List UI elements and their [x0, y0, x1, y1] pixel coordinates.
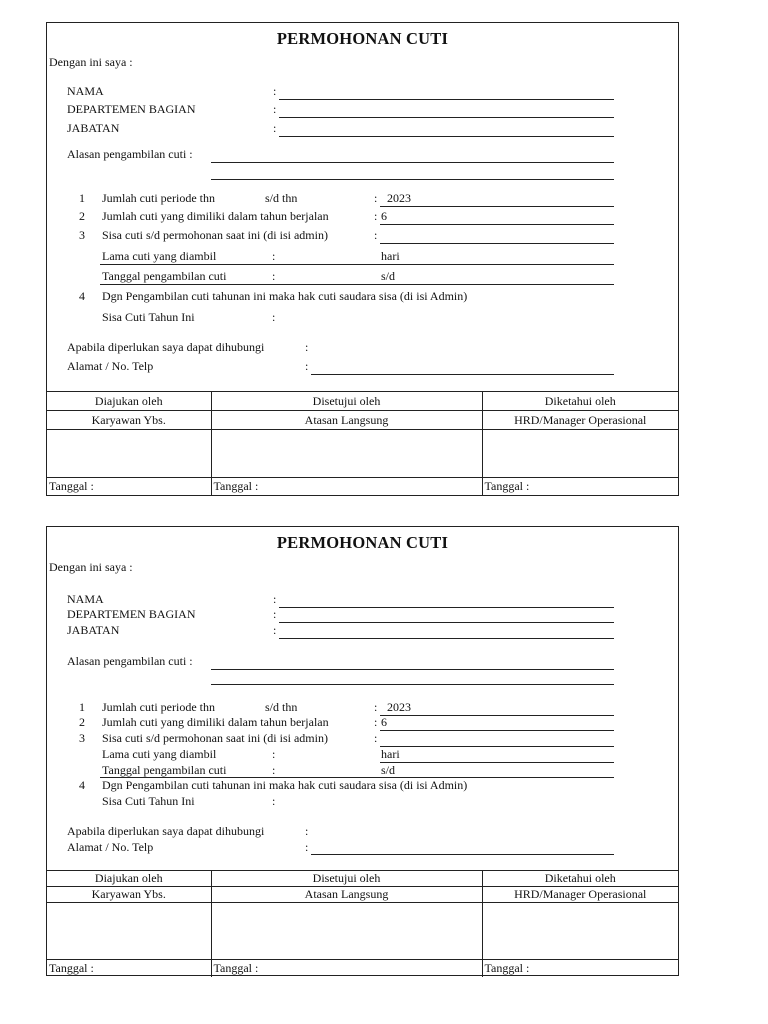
item-number: 1	[79, 700, 85, 714]
leave-date-label: Tanggal pengambilan cuti	[102, 763, 227, 777]
colon: :	[273, 592, 277, 606]
jabatan-field[interactable]	[279, 136, 614, 137]
colon: :	[273, 623, 277, 637]
nama-label: NAMA	[67, 592, 104, 606]
departemen-label: DEPARTEMEN BAGIAN	[67, 607, 196, 621]
departemen-field[interactable]	[279, 622, 614, 623]
date-hrd[interactable]: Tanggal :	[482, 478, 678, 496]
date-employee[interactable]: Tanggal :	[47, 960, 211, 977]
contact-label: Apabila diperlukan saya dapat dihubungi	[67, 824, 265, 838]
colon: :	[374, 731, 378, 745]
header-submitted-by: Diajukan oleh	[47, 392, 211, 411]
remaining-label: Sisa cuti s/d permohonan saat ini (di isi admin)	[102, 228, 328, 242]
period-label: Jumlah cuti periode thn	[102, 191, 215, 205]
item-number: 2	[79, 209, 85, 223]
colon: :	[273, 607, 277, 621]
remaining-label: Sisa cuti s/d permohonan saat ini (di isi admin)	[102, 731, 328, 745]
leave-date-label: Tanggal pengambilan cuti	[102, 269, 227, 283]
contact-label: Apabila diperlukan saya dapat dihubungi	[67, 340, 265, 354]
address-field[interactable]	[311, 374, 614, 375]
jabatan-label: JABATAN	[67, 121, 120, 135]
period-year-value: 2023	[387, 700, 411, 714]
colon: :	[273, 121, 277, 135]
header-acknowledged-by: Diketahui oleh	[482, 392, 678, 411]
colon: :	[272, 269, 276, 283]
header-approved-by: Disetujui oleh	[211, 871, 482, 887]
colon: :	[374, 191, 378, 205]
role-hrd-manager: HRD/Manager Operasional	[482, 887, 678, 903]
colon: :	[272, 249, 276, 263]
entitlement-label: Jumlah cuti yang dimiliki dalam tahun berjalan	[102, 209, 329, 223]
date-supervisor[interactable]: Tanggal :	[211, 960, 482, 977]
remaining-after-label: Dgn Pengambilan cuti tahunan ini maka hak cuti saudara sisa (di isi Admin)	[102, 778, 468, 792]
item-number: 1	[79, 191, 85, 205]
address-field[interactable]	[311, 854, 614, 855]
role-supervisor: Atasan Langsung	[211, 887, 482, 903]
colon: :	[272, 747, 276, 761]
date-supervisor[interactable]: Tanggal :	[211, 478, 482, 496]
colon: :	[305, 340, 309, 354]
signature-table	[47, 870, 678, 976]
sd-label: s/d	[381, 763, 396, 777]
signature-box-employee[interactable]	[47, 430, 211, 478]
jabatan-label: JABATAN	[67, 623, 120, 637]
leave-duration-label: Lama cuti yang diambil	[102, 747, 217, 761]
role-employee: Karyawan Ybs.	[47, 411, 211, 430]
header-submitted-by: Diajukan oleh	[47, 871, 211, 887]
address-label: Alamat / No. Telp	[67, 840, 154, 854]
signature-box-hrd[interactable]	[482, 430, 678, 478]
nama-field[interactable]	[279, 607, 614, 608]
sd-thn-label: s/d thn	[265, 191, 298, 205]
role-employee: Karyawan Ybs.	[47, 887, 211, 903]
form-title: PERMOHONAN CUTI	[276, 29, 449, 48]
nama-field[interactable]	[279, 99, 614, 100]
departemen-field[interactable]	[279, 117, 614, 118]
form-title: PERMOHONAN CUTI	[276, 533, 449, 552]
item-number: 3	[79, 228, 85, 242]
item-number: 3	[79, 731, 85, 745]
leave-duration-field[interactable]	[380, 762, 614, 763]
colon: :	[272, 794, 276, 808]
colon: :	[272, 310, 276, 324]
departemen-label: DEPARTEMEN BAGIAN	[67, 102, 196, 116]
reason-label: Alasan pengambilan cuti :	[67, 147, 193, 161]
leave-duration-field[interactable]	[100, 264, 614, 265]
colon: :	[374, 228, 378, 242]
colon: :	[273, 102, 277, 116]
signature-box-supervisor[interactable]	[211, 430, 482, 478]
sd-label: s/d	[381, 269, 396, 283]
remaining-after-label: Dgn Pengambilan cuti tahunan ini maka hak cuti saudara sisa (di isi Admin)	[102, 289, 468, 303]
leave-duration-label: Lama cuti yang diambil	[102, 249, 217, 263]
entitlement-value: 6	[381, 209, 387, 223]
item-number: 4	[79, 289, 85, 303]
period-year-value: 2023	[387, 191, 411, 205]
sd-thn-label: s/d thn	[265, 700, 298, 714]
entitlement-field[interactable]	[380, 730, 614, 731]
entitlement-label: Jumlah cuti yang dimiliki dalam tahun berjalan	[102, 715, 329, 729]
item-number: 2	[79, 715, 85, 729]
date-hrd[interactable]: Tanggal :	[482, 960, 678, 977]
colon: :	[272, 763, 276, 777]
reason-field-line-2[interactable]	[211, 684, 614, 685]
role-hrd-manager: HRD/Manager Operasional	[482, 411, 678, 430]
period-label: Jumlah cuti periode thn	[102, 700, 215, 714]
remaining-this-year-label: Sisa Cuti Tahun Ini	[102, 794, 195, 808]
leave-request-form-1	[46, 22, 679, 496]
date-employee[interactable]: Tanggal :	[47, 478, 211, 496]
colon: :	[305, 359, 309, 373]
intro-text: Dengan ini saya :	[49, 560, 133, 574]
colon: :	[273, 84, 277, 98]
period-field[interactable]	[380, 206, 614, 207]
signature-box-employee[interactable]	[47, 903, 211, 960]
role-supervisor: Atasan Langsung	[211, 411, 482, 430]
colon: :	[374, 700, 378, 714]
remaining-this-year-label: Sisa Cuti Tahun Ini	[102, 310, 195, 324]
days-unit: hari	[381, 249, 400, 263]
header-approved-by: Disetujui oleh	[211, 392, 482, 411]
reason-field-line-1[interactable]	[211, 162, 614, 163]
period-field[interactable]	[380, 715, 614, 716]
item-number: 4	[79, 778, 85, 792]
leave-request-form-2	[46, 526, 679, 976]
leave-date-field[interactable]	[100, 284, 614, 285]
reason-field-line-2[interactable]	[211, 179, 614, 180]
reason-field-line-1[interactable]	[211, 669, 614, 670]
entitlement-field[interactable]	[380, 224, 614, 225]
entitlement-value: 6	[381, 715, 387, 729]
colon: :	[374, 715, 378, 729]
signature-table	[47, 391, 678, 496]
colon: :	[305, 840, 309, 854]
address-label: Alamat / No. Telp	[67, 359, 154, 373]
intro-text: Dengan ini saya :	[49, 55, 133, 69]
nama-label: NAMA	[67, 84, 104, 98]
days-unit: hari	[381, 747, 400, 761]
header-acknowledged-by: Diketahui oleh	[482, 871, 678, 887]
remaining-field[interactable]	[380, 243, 614, 244]
jabatan-field[interactable]	[279, 638, 614, 639]
signature-box-supervisor[interactable]	[211, 903, 482, 960]
remaining-field[interactable]	[380, 746, 614, 747]
signature-box-hrd[interactable]	[482, 903, 678, 960]
colon: :	[305, 824, 309, 838]
reason-label: Alasan pengambilan cuti :	[67, 654, 193, 668]
colon: :	[374, 209, 378, 223]
